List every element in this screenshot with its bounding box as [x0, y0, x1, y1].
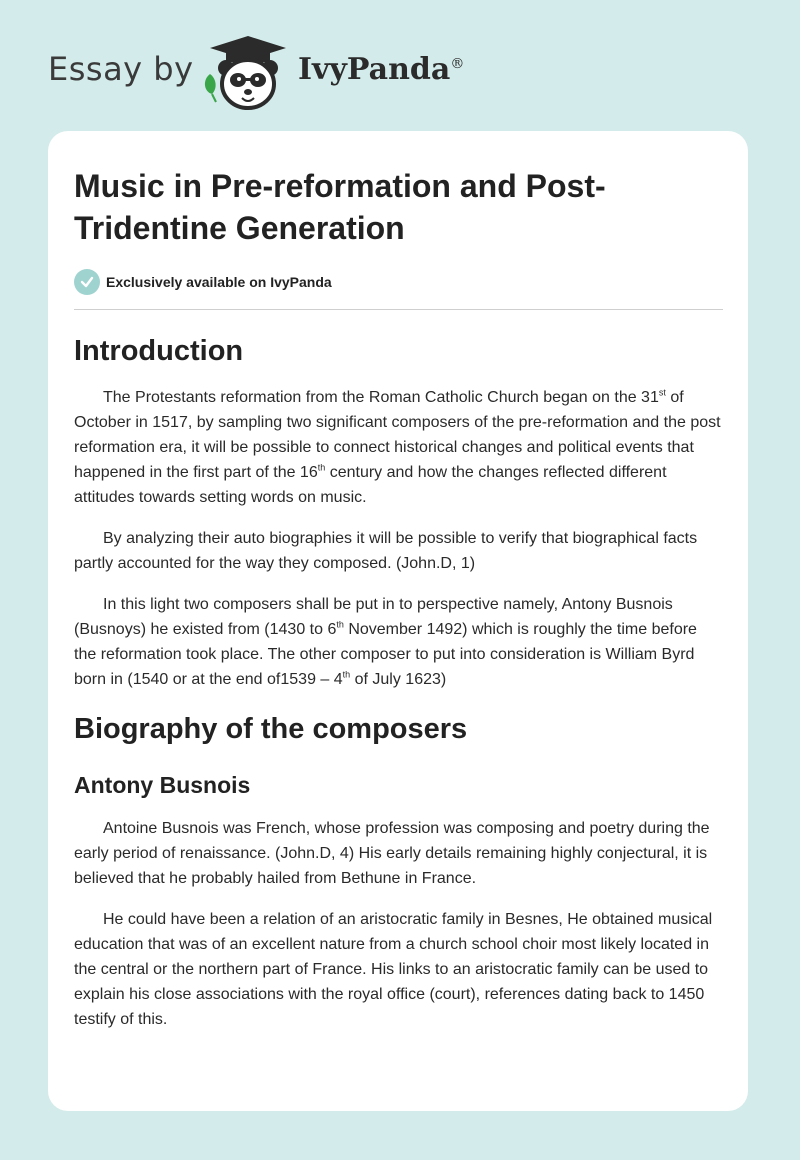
paragraph: The Protestants reformation from the Roman Catholic Church began on the 31st of October in 1517, by sampling two significant composers of the pre-reformation and the post reformation era, it will be possible to connect historical changes and political events that happened in the first part of the 16th century and how the changes reflected different attitudes towards setting words on music.	[74, 387, 721, 506]
section-heading-introduction: Introduction	[74, 335, 244, 367]
brand-name[interactable]: IvyPanda®	[298, 52, 465, 87]
paragraph: In this light two composers shall be put in to perspective namely, Antony Busnois (Busnoys) he existed from (1430 to 6th November 1492) which is roughly the time before the reformation took place. The other composer to put into consideration is William Byrd born in (1540 or at the end of1539 – 4th of July 1623)	[74, 596, 697, 688]
page-title: Music in Pre-reformation and Post-Tridentine Generation	[74, 168, 606, 246]
site-header	[0, 0, 800, 130]
checkmark-icon	[74, 269, 100, 295]
paragraph: By analyzing their auto biographies it will be possible to verify that biographical facts partly accounted for the way they composed. (John.D, 1)	[74, 530, 698, 572]
essay-card	[48, 131, 748, 1111]
exclusive-badge	[74, 269, 723, 295]
subsection-heading-busnois: Antony Busnois	[74, 772, 251, 798]
paragraph: He could have been a relation of an aristocratic family in Besnes, He obtained musical education that was of an excellent nature from a church school choir most likely located in the central or the northern part of France. His links to an aristocratic family can be used to explain his close associations with the royal office (court), references dating back to 1450 testify of this.	[74, 911, 713, 1028]
section-heading-biography: Biography of the composers	[74, 713, 468, 745]
panda-logo-icon[interactable]	[200, 34, 296, 114]
essay-by-label: Essay by	[48, 50, 194, 88]
paragraph: Antoine Busnois was French, whose profession was composing and poetry during the early period of renaissance. (John.D, 4) His early details remaining highly conjectural, it is believed that he probably hailed from Bethune in France.	[74, 820, 710, 887]
registered-mark: ®	[450, 56, 465, 72]
divider	[74, 309, 723, 310]
badge-text: Exclusively available on IvyPanda	[106, 274, 332, 290]
